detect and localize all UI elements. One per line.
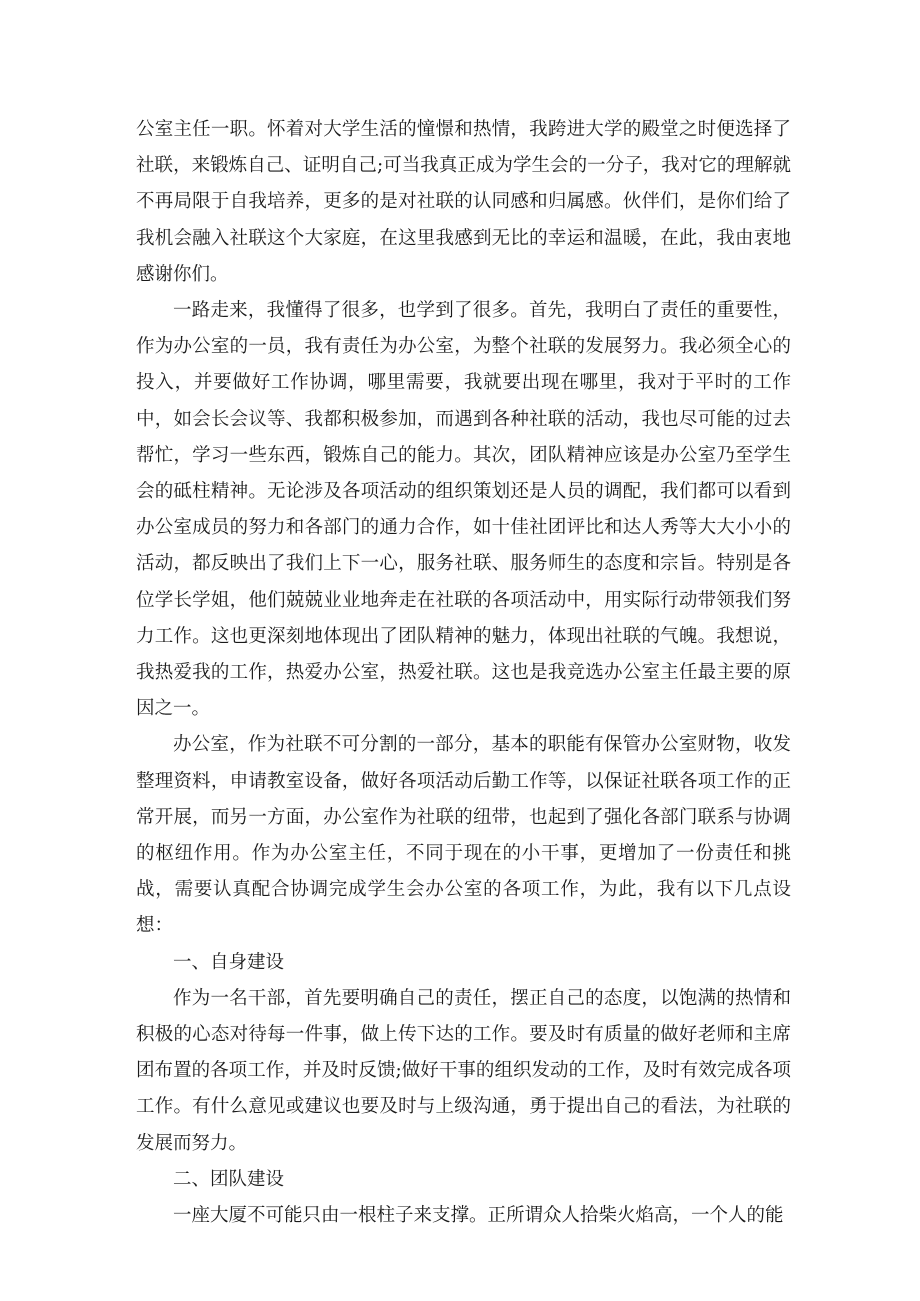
paragraph-office-role: 办公室，作为社联不可分割的一部分，基本的职能有保管办公室财物，收发整理资料，申请教室设备，做好各项活动后勤工作等，以保证社联各项工作的正常开展，而另一方面，办公室作为社联的纽带，也起到了强化各部门联系与协调的枢纽作用。作为办公室主任，不同于现在的小干事，更增加了一份责任和挑战，需要认真配合协调完成学生会办公室的各项工作，为此，我有以下几点设想：	[136, 734, 791, 937]
paragraph-intro-continuation: 公室主任一职。怀着对大学生活的憧憬和热情，我跨进大学的殿堂之时便选择了社联，来锻炼自己、证明自己;可当我真正成为学生会的一分子，我对它的理解就不再局限于自我培养，更多的是对社联的认同感和归属感。伙伴们，是你们给了我机会融入社联这个大家庭，在这里我感到无比的幸运和温暖，在此，我由衷地感谢你们。	[136, 119, 791, 285]
paragraph-growth: 一路走来，我懂得了很多，也学到了很多。首先，我明白了责任的重要性，作为办公室的一员，我有责任为办公室，为整个社联的发展努力。我必须全心的投入，并要做好工作协调，哪里需要，我就要出现在哪里，我对于平时的工作中，如会长会议等、我都积极参加，而遇到各种社联的活动，我也尽可能的过去帮忙，学习一些东西，锻炼自己的能力。其次，团队精神应该是办公室乃至学生会的砥柱精神。无论涉及各项活动的组织策划还是人员的调配，我们都可以看到办公室成员的努力和各部门的通力合作，如十佳社团评比和达人秀等大大小小的活动，都反映出了我们上下一心，服务社联、服务师生的态度和宗旨。特别是各位学长学姐，他们兢兢业业地奔走在社联的各项活动中，用实际行动带领我们努力工作。这也更深刻地体现出了团队精神的魅力，体现出社联的气魄。我想说，我热爱我的工作，热爱办公室，热爱社联。这也是我竞选办公室主任最主要的原因之一。	[136, 300, 791, 720]
section-heading-self-building: 一、自身建设	[173, 951, 285, 973]
paragraph-team-building: 一座大厦不可能只由一根柱子来支撑。正所谓众人拾柴火焰高，一个人的能	[173, 1205, 784, 1227]
document-body	[136, 112, 791, 1234]
paragraph-self-building: 作为一名干部，首先要明确自己的责任，摆正自己的态度，以饱满的热情和积极的心态对待每一件事，做上传下达的工作。要及时有质量的做好老师和主席团布置的各项工作，并及时反馈;做好干事的组织发动的工作，及时有效完成各项工作。有什么意见或建议也要及时与上级沟通，勇于提出自己的看法，为社联的发展而努力。	[136, 987, 791, 1154]
section-heading-team-building: 二、团队建设	[173, 1168, 285, 1190]
